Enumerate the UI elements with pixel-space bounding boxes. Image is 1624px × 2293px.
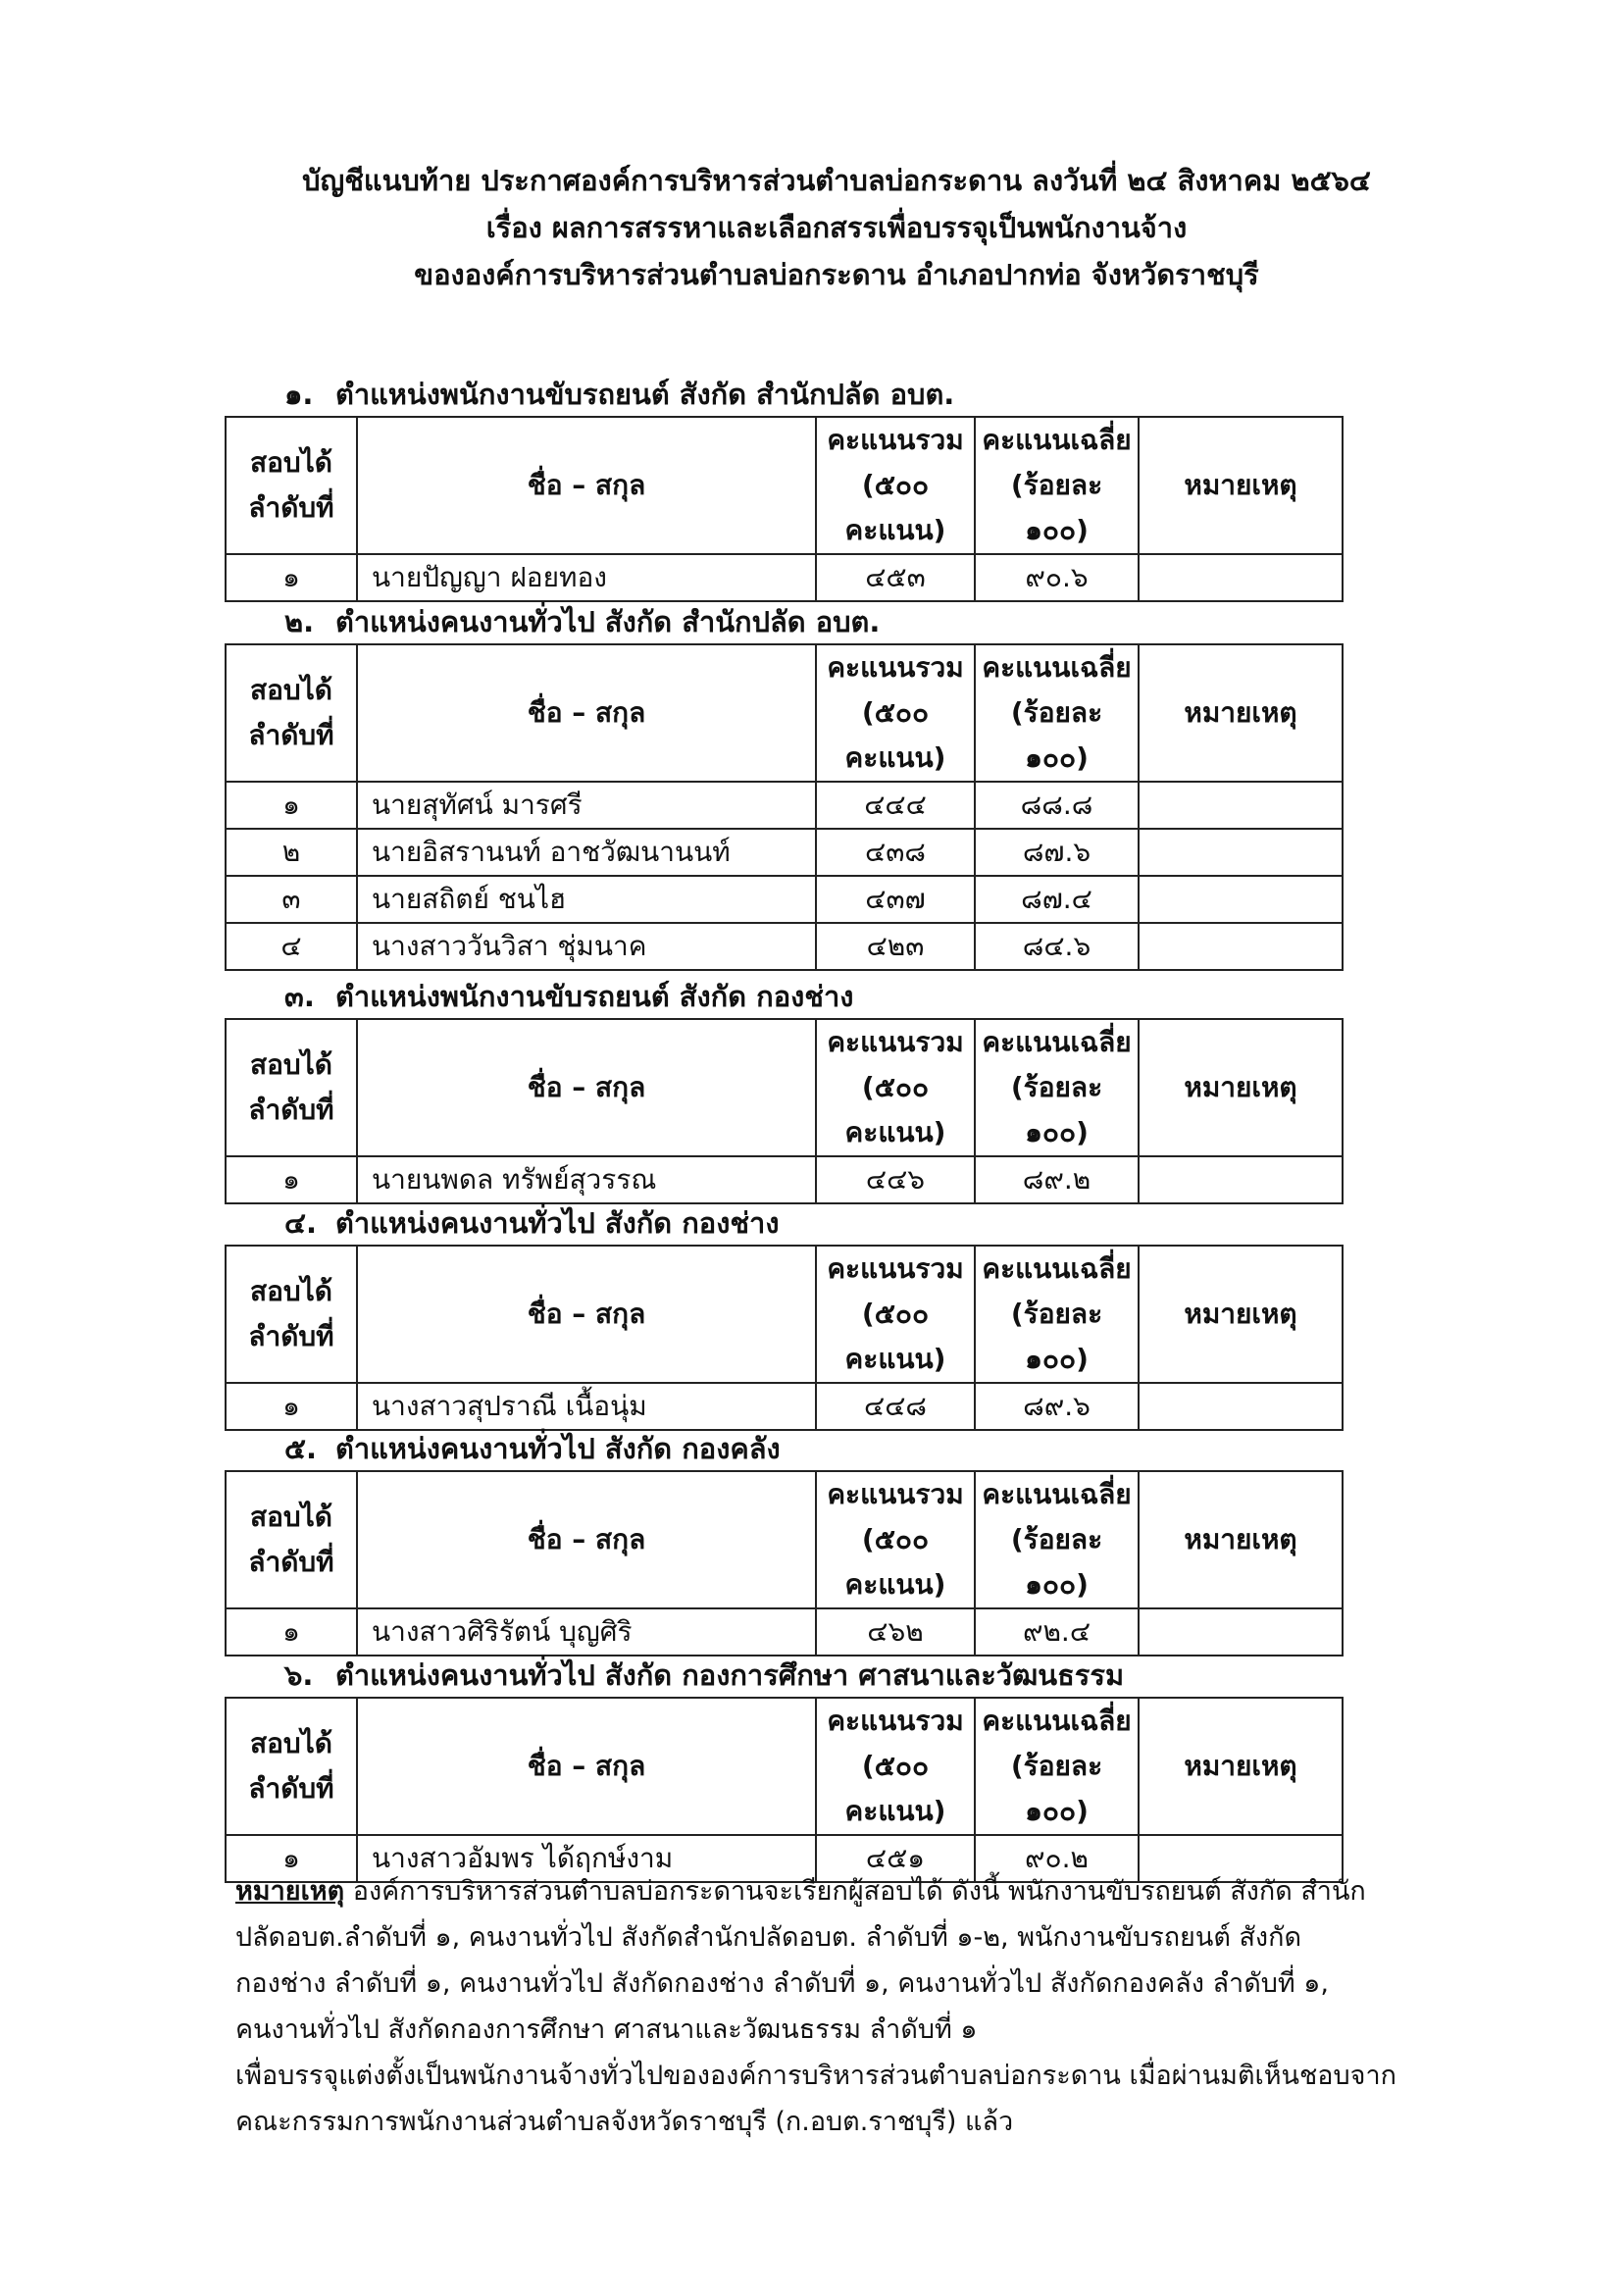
note-line-1	[235, 1868, 1442, 1914]
remark-cell	[1139, 1608, 1343, 1656]
note-line-4: คนงานทั่วไป สังกัดกองการศึกษา ศาสนาและวัฒนธรรม ลำดับที่ ๑	[235, 2014, 978, 2045]
total-score-cell: ๔๓๘	[816, 829, 975, 876]
average-score-header: คะแนนเฉลี่ย (ร้อยละ ๑๐๐)	[975, 417, 1139, 554]
name-header: ชื่อ – สกุล	[357, 1471, 816, 1608]
rank-cell: ๑	[226, 1835, 357, 1882]
total-score-cell: ๔๔๔	[816, 782, 975, 829]
header-line-2: เรื่อง ผลการสรรหาและเลือกสรรเพื่อบรรจุเป็นพนักงานจ้าง	[485, 211, 1188, 244]
total-score-header: คะแนนรวม (๕๐๐ คะแนน)	[816, 1698, 975, 1835]
table-header-row	[226, 644, 1343, 782]
total-score-cell: ๔๓๗	[816, 876, 975, 923]
name-cell: นางสาวอัมพร ได้ฤกษ์งาม	[357, 1835, 816, 1882]
average-score-cell: ๘๙.๖	[975, 1383, 1139, 1430]
rank-header: สอบได้ ลำดับที่	[226, 1246, 357, 1383]
section-title: ตำแหน่งคนงานทั่วไป สังกัด กองการศึกษา ศาสนาและวัฒนธรรม	[335, 1658, 1125, 1692]
name-cell: นางสาววันวิสา ชุ่มนาค	[357, 923, 816, 970]
table-header-row	[226, 1019, 1343, 1156]
rank-cell: ๑	[226, 1608, 357, 1656]
remark-cell	[1139, 923, 1343, 970]
average-score-header: คะแนนเฉลี่ย (ร้อยละ ๑๐๐)	[975, 1246, 1139, 1383]
name-cell: นางสาวสุปราณี เนื้อนุ่ม	[357, 1383, 816, 1430]
table-row	[226, 1383, 1343, 1430]
document-header	[0, 157, 1624, 298]
total-score-cell: ๔๔๖	[816, 1156, 975, 1203]
remark-header: หมายเหตุ	[1139, 417, 1343, 554]
total-score-cell: ๔๔๘	[816, 1383, 975, 1430]
table-header-row	[226, 1698, 1343, 1835]
remark-cell	[1139, 829, 1343, 876]
total-score-header: คะแนนรวม (๕๐๐ คะแนน)	[816, 1019, 975, 1156]
total-score-header: คะแนนรวม (๕๐๐ คะแนน)	[816, 644, 975, 782]
remark-header: หมายเหตุ	[1139, 1698, 1343, 1835]
section-6-table	[225, 1697, 1344, 1883]
remark-header: หมายเหตุ	[1139, 1246, 1343, 1383]
section-number: ๒.	[284, 605, 315, 638]
section-number: ๕.	[284, 1432, 317, 1465]
name-cell: นายสุทัศน์ มารศรี	[357, 782, 816, 829]
name-header: ชื่อ – สกุล	[357, 1698, 816, 1835]
name-header: ชื่อ – สกุล	[357, 1246, 816, 1383]
table-row	[226, 1156, 1343, 1203]
table-header-row	[226, 417, 1343, 554]
remark-cell	[1139, 1383, 1343, 1430]
section-5-table	[225, 1470, 1344, 1656]
section-title: ตำแหน่งคนงานทั่วไป สังกัด สำนักปลัด อบต.	[335, 605, 881, 638]
section-4-heading	[284, 1203, 780, 1243]
average-score-cell: ๙๐.๒	[975, 1835, 1139, 1882]
section-3-table	[225, 1018, 1344, 1204]
total-score-cell: ๔๕๓	[816, 554, 975, 601]
table-row	[226, 782, 1343, 829]
rank-header: สอบได้ ลำดับที่	[226, 1698, 357, 1835]
note-line-3: กองช่าง ลำดับที่ ๑, คนงานทั่วไป สังกัดกองช่าง ลำดับที่ ๑, คนงานทั่วไป สังกัดกองคลัง ลำดับที่ ๑,	[235, 1968, 1329, 1999]
remark-cell	[1139, 554, 1343, 601]
rank-cell: ๓	[226, 876, 357, 923]
section-number: ๑.	[284, 378, 314, 411]
name-cell: นายปัญญา ฝอยทอง	[357, 554, 816, 601]
average-score-cell: ๘๙.๒	[975, 1156, 1139, 1203]
remark-header: หมายเหตุ	[1139, 1471, 1343, 1608]
section-number: ๔.	[284, 1206, 317, 1240]
name-cell: นายนพดล ทรัพย์สุวรรณ	[357, 1156, 816, 1203]
section-title: ตำแหน่งพนักงานขับรถยนต์ สังกัด กองช่าง	[335, 980, 854, 1013]
note-text: องค์การบริหารส่วนตำบลบ่อกระดานจะเรียกผู้สอบได้ ดังนี้ พนักงานขับรถยนต์ สังกัด สำนัก	[344, 1876, 1366, 1907]
total-score-header: คะแนนรวม (๕๐๐ คะแนน)	[816, 1471, 975, 1608]
rank-header: สอบได้ ลำดับที่	[226, 1019, 357, 1156]
table-header-row	[226, 1246, 1343, 1383]
total-score-header: คะแนนรวม (๕๐๐ คะแนน)	[816, 417, 975, 554]
section-2-table	[225, 643, 1344, 971]
rank-cell: ๑	[226, 554, 357, 601]
remark-cell	[1139, 782, 1343, 829]
average-score-header: คะแนนเฉลี่ย (ร้อยละ ๑๐๐)	[975, 644, 1139, 782]
name-header: ชื่อ – สกุล	[357, 644, 816, 782]
average-score-cell: ๘๗.๔	[975, 876, 1139, 923]
rank-cell: ๑	[226, 1156, 357, 1203]
rank-header: สอบได้ ลำดับที่	[226, 417, 357, 554]
section-3-heading	[284, 977, 853, 1016]
average-score-cell: ๘๗.๖	[975, 829, 1139, 876]
average-score-cell: ๘๘.๘	[975, 782, 1139, 829]
average-score-cell: ๘๔.๖	[975, 923, 1139, 970]
average-score-header: คะแนนเฉลี่ย (ร้อยละ ๑๐๐)	[975, 1471, 1139, 1608]
section-5-heading	[284, 1429, 781, 1468]
section-title: ตำแหน่งพนักงานขับรถยนต์ สังกัด สำนักปลัด อบต.	[335, 378, 955, 411]
name-cell: นายสถิตย์ ชนไฮ	[357, 876, 816, 923]
average-score-header: คะแนนเฉลี่ย (ร้อยละ ๑๐๐)	[975, 1019, 1139, 1156]
section-title: ตำแหน่งคนงานทั่วไป สังกัด กองช่าง	[335, 1206, 780, 1240]
section-2-heading	[284, 602, 880, 641]
average-score-header: คะแนนเฉลี่ย (ร้อยละ ๑๐๐)	[975, 1698, 1139, 1835]
remark-cell	[1139, 876, 1343, 923]
rank-header: สอบได้ ลำดับที่	[226, 644, 357, 782]
remark-header: หมายเหตุ	[1139, 1019, 1343, 1156]
average-score-cell: ๙๐.๖	[975, 554, 1139, 601]
total-score-cell: ๔๕๑	[816, 1835, 975, 1882]
note-line-2: ปลัดอบต.ลำดับที่ ๑, คนงานทั่วไป สังกัดสำนักปลัดอบต. ลำดับที่ ๑-๒, พนักงานขับรถยนต์ สังกัด	[235, 1922, 1301, 1953]
name-cell: นางสาวศิริรัตน์ บุญศิริ	[357, 1608, 816, 1656]
section-6-heading	[284, 1656, 1124, 1695]
remark-header: หมายเหตุ	[1139, 644, 1343, 782]
table-row	[226, 923, 1343, 970]
rank-cell: ๑	[226, 1383, 357, 1430]
rank-cell: ๑	[226, 782, 357, 829]
remark-cell	[1139, 1156, 1343, 1203]
total-score-cell: ๔๖๒	[816, 1608, 975, 1656]
table-row	[226, 554, 1343, 601]
total-score-cell: ๔๒๓	[816, 923, 975, 970]
rank-header: สอบได้ ลำดับที่	[226, 1471, 357, 1608]
remark-note	[235, 1868, 1442, 2145]
header-line-3: ขององค์การบริหารส่วนตำบลบ่อกระดาน อำเภอปากท่อ จังหวัดราชบุรี	[414, 258, 1259, 291]
table-row	[226, 829, 1343, 876]
table-row	[226, 1608, 1343, 1656]
name-cell: นายอิสรานนท์ อาชวัฒนานนท์	[357, 829, 816, 876]
average-score-cell: ๙๒.๔	[975, 1608, 1139, 1656]
table-row	[226, 876, 1343, 923]
section-number: ๖.	[284, 1658, 314, 1692]
note-label: หมายเหตุ	[235, 1876, 345, 1907]
section-4-table	[225, 1245, 1344, 1431]
section-number: ๓.	[284, 980, 315, 1013]
section-1-table	[225, 416, 1344, 602]
note-line-6: คณะกรรมการพนักงานส่วนตำบลจังหวัดราชบุรี (ก.อบต.ราชบุรี) แล้ว	[235, 2107, 1014, 2137]
rank-cell: ๔	[226, 923, 357, 970]
note-line-5: เพื่อบรรจุแต่งตั้งเป็นพนักงานจ้างทั่วไปขององค์การบริหารส่วนตำบลบ่อกระดาน เมื่อผ่านมติเห็นชอบจาก	[235, 2061, 1396, 2091]
header-line-1: บัญชีแนบท้าย ประกาศองค์การบริหารส่วนตำบลบ่อกระดาน ลงวันที่ ๒๔ สิงหาคม ๒๕๖๔	[302, 164, 1371, 197]
name-header: ชื่อ – สกุล	[357, 417, 816, 554]
section-title: ตำแหน่งคนงานทั่วไป สังกัด กองคลัง	[335, 1432, 781, 1465]
section-1-heading	[284, 375, 954, 414]
total-score-header: คะแนนรวม (๕๐๐ คะแนน)	[816, 1246, 975, 1383]
rank-cell: ๒	[226, 829, 357, 876]
name-header: ชื่อ – สกุล	[357, 1019, 816, 1156]
table-header-row	[226, 1471, 1343, 1608]
